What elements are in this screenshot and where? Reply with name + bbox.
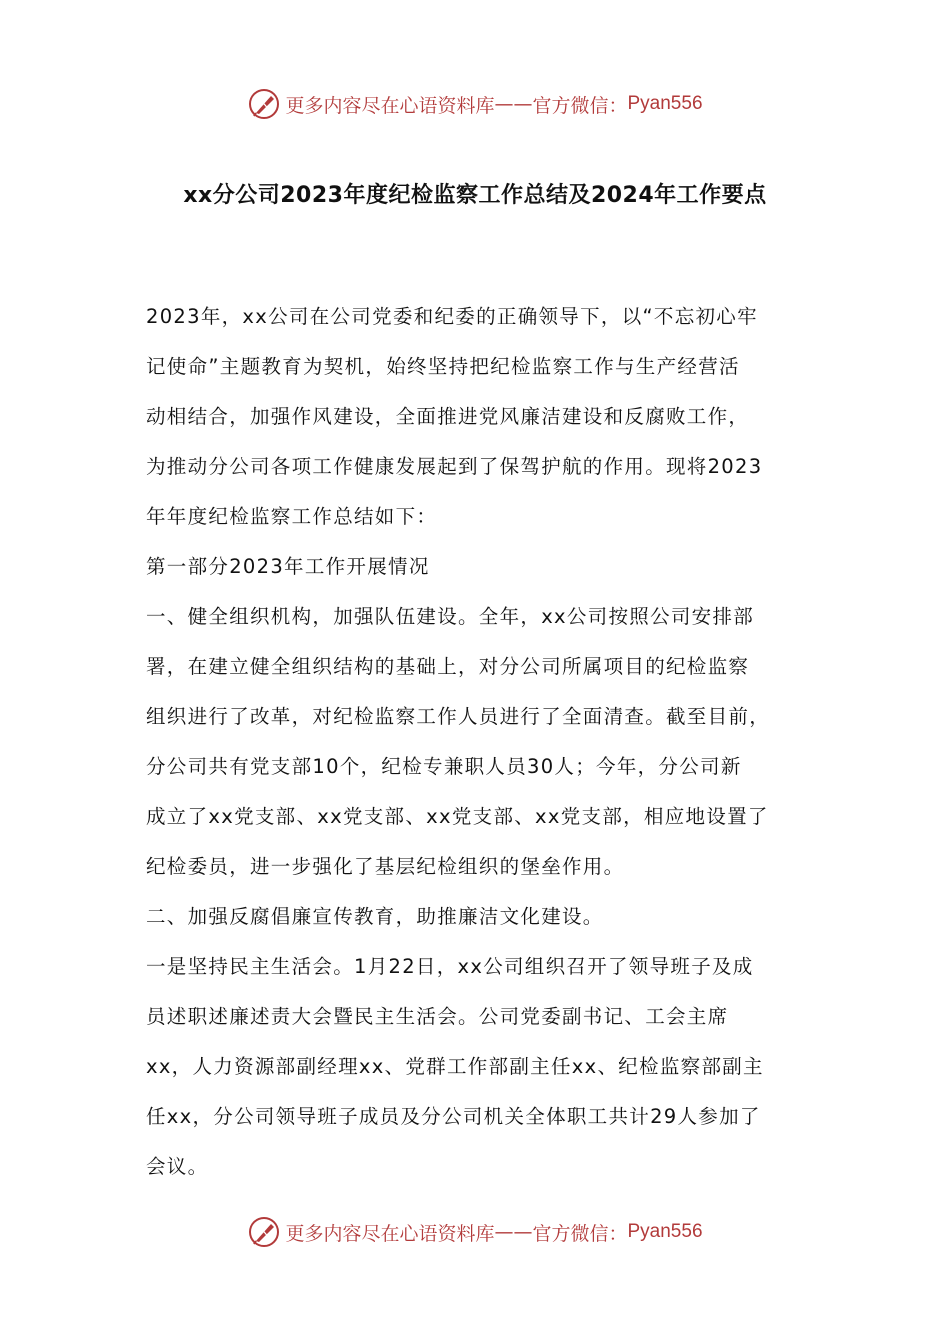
banner-wechat-id: Pyan556 bbox=[627, 1221, 703, 1242]
banner-wechat-label: 官方微信： bbox=[532, 94, 628, 117]
banner-wechat-label: 官方微信： bbox=[532, 1222, 628, 1245]
body-line: 一是坚持民主生活会。1月22日，xx公司组织召开了领导班子及成 bbox=[146, 955, 754, 978]
body-line: 记使命”主题教育为契机，始终坚持把纪检监察工作与生产经营活 bbox=[146, 355, 740, 378]
body-line: 成立了xx党支部、xx党支部、xx党支部、xx党支部，相应地设置了 bbox=[146, 805, 769, 828]
banner-text: 更多内容尽在心语资料库 bbox=[285, 94, 495, 117]
body-line: 署，在建立健全组织结构的基础上，对分公司所属项目的纪检监察 bbox=[146, 655, 750, 678]
body-line: 二、加强反腐倡廉宣传教育，助推廉洁文化建设。 bbox=[146, 905, 604, 928]
section-heading: 第一部分2023年工作开展情况 bbox=[146, 555, 430, 578]
banner-separator: —— bbox=[494, 93, 533, 115]
body-line: 为推动分公司各项工作健康发展起到了保驾护航的作用。现将2023 bbox=[146, 455, 763, 478]
banner-separator: —— bbox=[494, 1221, 533, 1243]
quill-pen-logo-icon bbox=[247, 87, 281, 121]
body-line: 动相结合，加强作风建设，全面推进党风廉洁建设和反腐败工作， bbox=[146, 405, 750, 428]
header-banner bbox=[0, 84, 950, 124]
body-line: 纪检委员，进一步强化了基层纪检组织的堡垒作用。 bbox=[146, 855, 625, 878]
quill-pen-logo-icon bbox=[247, 1215, 281, 1249]
body-line: 会议。 bbox=[146, 1155, 209, 1178]
document-title: xx分公司2023年度纪检监察工作总结及2024年工作要点 bbox=[183, 183, 767, 208]
body-line: 组织进行了改革，对纪检监察工作人员进行了全面清查。截至目前， bbox=[146, 705, 771, 728]
body-line: 年年度纪检监察工作总结如下： bbox=[146, 505, 438, 528]
body-line: 一、健全组织机构，加强队伍建设。全年，xx公司按照公司安排部 bbox=[146, 605, 755, 628]
body-line: xx，人力资源部副经理xx、党群工作部副主任xx、纪检监察部副主 bbox=[146, 1055, 764, 1078]
body-line: 任xx，分公司领导班子成员及分公司机关全体职工共计29人参加了 bbox=[146, 1105, 761, 1128]
body-line: 2023年，xx公司在公司党委和纪委的正确领导下，以“不忘初心牢 bbox=[146, 305, 758, 328]
document-body bbox=[146, 292, 810, 1192]
banner-wechat-id: Pyan556 bbox=[627, 93, 703, 114]
body-line: 分公司共有党支部10个，纪检专兼职人员30人；今年，分公司新 bbox=[146, 755, 742, 778]
footer-banner bbox=[0, 1212, 950, 1252]
body-line: 员述职述廉述责大会暨民主生活会。公司党委副书记、工会主席 bbox=[146, 1005, 729, 1028]
banner-text: 更多内容尽在心语资料库 bbox=[285, 1222, 495, 1245]
